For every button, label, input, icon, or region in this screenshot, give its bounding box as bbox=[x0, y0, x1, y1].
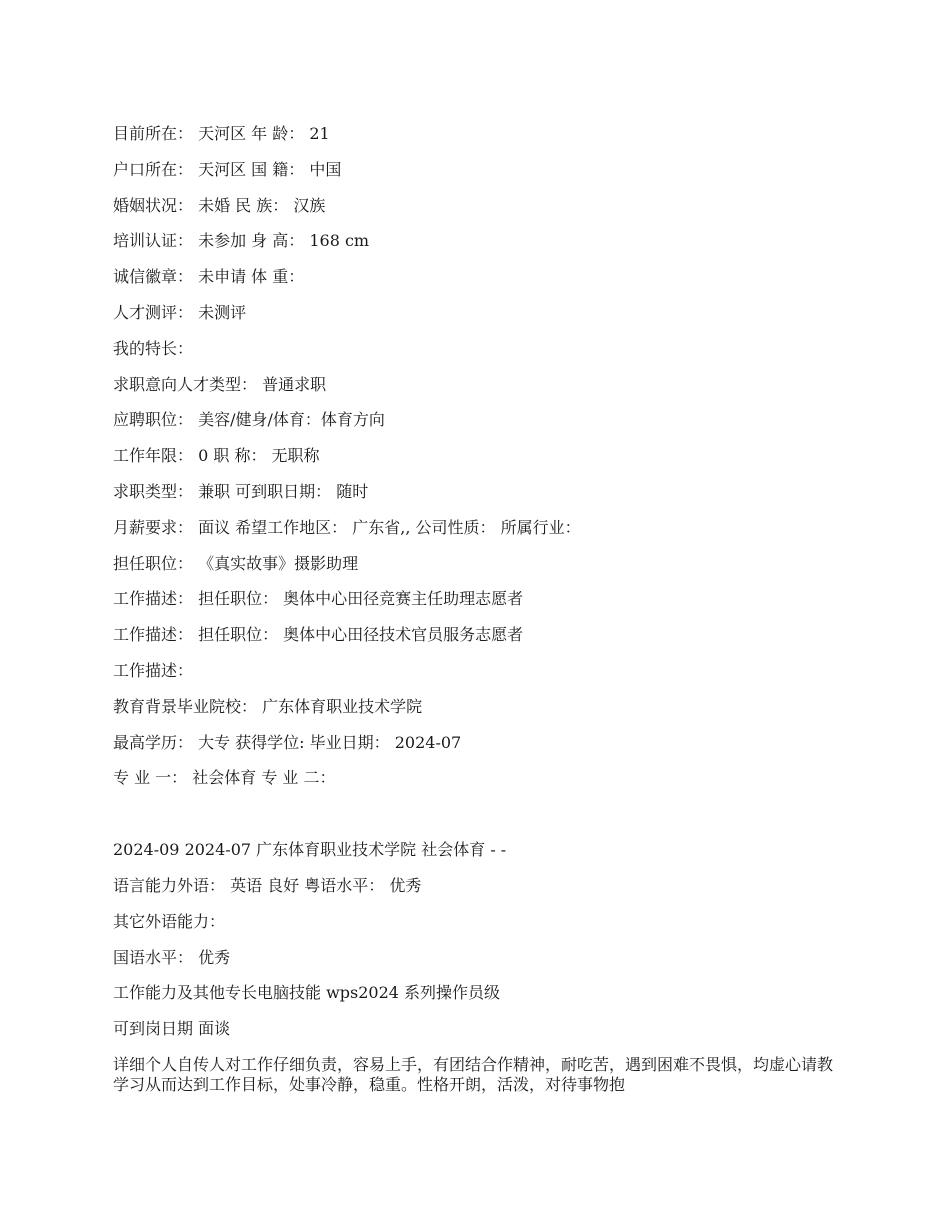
line-other-language: 其它外语能力： bbox=[113, 911, 226, 931]
line-current-location: 目前所在： 天河区 年 龄： 21 bbox=[113, 124, 330, 143]
line-training-certification: 培训认证： 未参加 身 高： 168 cm bbox=[113, 231, 370, 251]
resume-content bbox=[113, 124, 843, 1095]
line-job-intention-type: 求职意向人才类型： 普通求职 bbox=[113, 374, 327, 394]
line-work-description-3: 工作描述： bbox=[113, 660, 194, 680]
line-marital-status: 婚姻状况： 未婚 民 族： 汉族 bbox=[113, 195, 326, 215]
line-integrity-badge: 诚信徽章： 未申请 体 重： bbox=[113, 267, 305, 287]
line-talent-assessment: 人才测评： 未测评 bbox=[113, 302, 247, 322]
line-work-years: 工作年限： 0 职 称： 无职称 bbox=[113, 446, 320, 466]
line-job-type: 求职类型： 兼职 可到职日期： 随时 bbox=[113, 481, 369, 501]
line-highest-degree: 最高学历： 大专 获得学位: 毕业日期： 2024-07 bbox=[113, 732, 462, 752]
line-held-position: 担任职位： 《真实故事》摄影助理 bbox=[113, 553, 359, 573]
line-mandarin-level: 国语水平： 优秀 bbox=[113, 947, 231, 967]
section-gap bbox=[113, 804, 843, 840]
line-major: 专 业 一： 社会体育 专 业 二： bbox=[113, 768, 336, 788]
line-applied-position: 应聘职位： 美容/健身/体育：体育方向 bbox=[113, 410, 385, 430]
line-education-period: 2024-09 2024-07 广东体育职业技术学院 社会体育 - - bbox=[113, 840, 507, 860]
line-specialty: 我的特长： bbox=[113, 338, 194, 358]
line-language-ability: 语言能力外语： 英语 良好 粤语水平： 优秀 bbox=[113, 875, 422, 895]
line-work-description-1: 工作描述： 担任职位： 奥体中心田径竞赛主任助理志愿者 bbox=[113, 589, 524, 609]
line-education-school: 教育背景毕业院校： 广东体育职业技术学院 bbox=[113, 696, 423, 716]
line-household-registration: 户口所在： 天河区 国 籍： 中国 bbox=[113, 159, 342, 179]
line-salary-requirement: 月薪要求： 面议 希望工作地区： 广东省,, 公司性质： 所属行业： bbox=[113, 517, 581, 537]
line-computer-skills: 工作能力及其他专长电脑技能 wps2024 系列操作员级 bbox=[113, 983, 501, 1003]
self-introduction-paragraph: 详细个人自传人对工作仔细负责，容易上手，有团结合作精神，耐吃苦，遇到困难不畏惧，均虚心请教学习从而达到工作目标，处事冷静，稳重。性格开朗，活泼，对待事物抱 bbox=[113, 1054, 834, 1094]
line-available-date: 可到岗日期 面谈 bbox=[113, 1019, 231, 1039]
line-work-description-2: 工作描述： 担任职位： 奥体中心田径技术官员服务志愿者 bbox=[113, 625, 524, 645]
